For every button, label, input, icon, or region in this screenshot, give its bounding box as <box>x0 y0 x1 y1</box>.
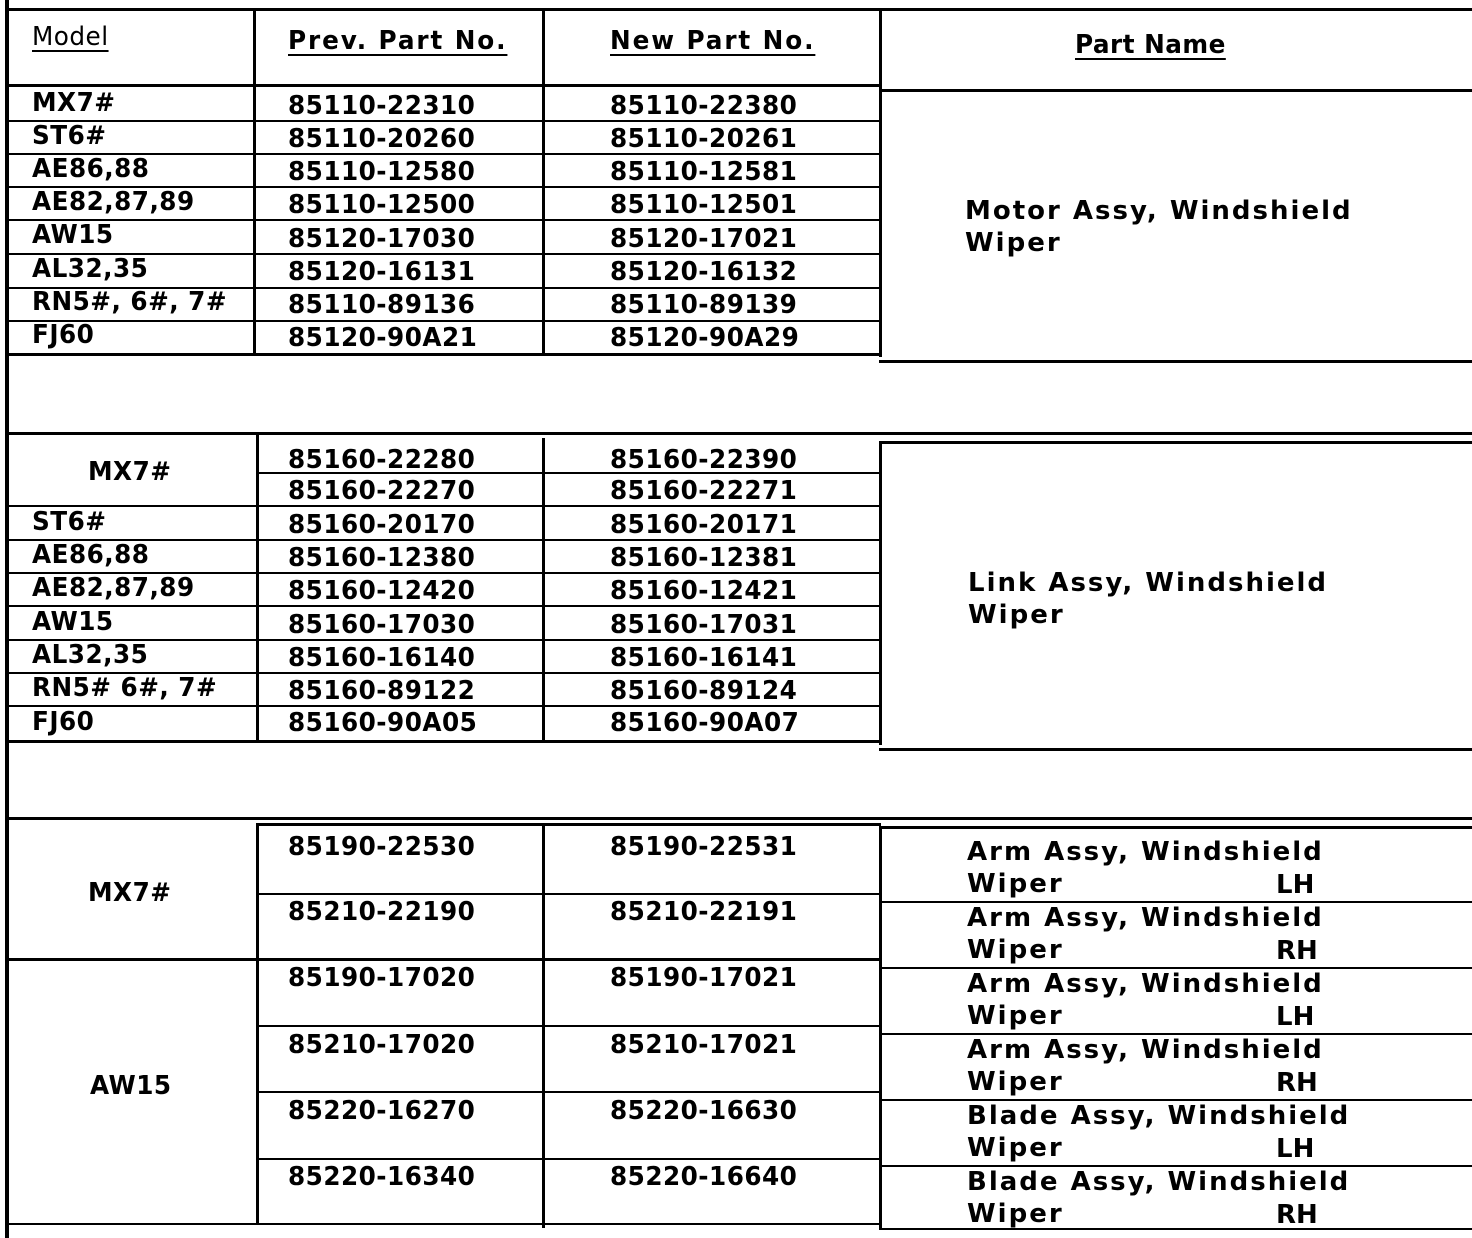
arm-mx-model: MX7# <box>88 878 172 908</box>
link-new-cell: 85160-90A07 <box>610 708 800 738</box>
arm-part-name: Blade Assy, Windshield <box>967 1167 1351 1197</box>
link-model-cell: AE86,88 <box>32 540 150 570</box>
link-part-name: Link Assy, Windshield <box>968 568 1329 598</box>
arm-prev-cell: 85220-16340 <box>288 1162 476 1192</box>
arm-new-cell: 85190-17021 <box>610 963 798 993</box>
motor-new-cell: 85120-90A29 <box>610 323 800 353</box>
link-model-cell: RN5# 6#, 7# <box>32 673 218 703</box>
link-prev-cell: 85160-12380 <box>288 543 476 573</box>
motor-new-cell: 85110-89139 <box>610 290 798 320</box>
motor-prev-cell: 85120-16131 <box>288 257 476 287</box>
link-new-cell: 85160-16141 <box>610 643 798 673</box>
arm-part-name: Arm Assy, Windshield <box>967 969 1324 999</box>
arm-part-name-cont: Wiper <box>967 935 1064 965</box>
motor-prev-cell: 85110-12500 <box>288 190 476 220</box>
arm-part-name: Arm Assy, Windshield <box>967 903 1324 933</box>
link-prev-cell: 85160-12420 <box>288 576 476 606</box>
arm-prev-cell: 85210-17020 <box>288 1030 476 1060</box>
link-new-cell: 85160-89124 <box>610 676 798 706</box>
motor-prev-cell: 85110-20260 <box>288 124 476 154</box>
motor-prev-cell: 85120-90A21 <box>288 323 478 353</box>
link-new-cell: 85160-22271 <box>610 476 798 506</box>
arm-prev-cell: 85190-17020 <box>288 963 476 993</box>
arm-prev-cell: 85210-22190 <box>288 897 476 927</box>
link-prev-cell: 85160-89122 <box>288 676 476 706</box>
arm-new-cell: 85190-22531 <box>610 832 798 862</box>
side-label: RH <box>1276 1200 1318 1230</box>
motor-prev-cell: 85110-22310 <box>288 91 476 121</box>
motor-model-cell: AL32,35 <box>32 254 149 284</box>
side-label: RH <box>1276 936 1318 966</box>
side-label: RH <box>1276 1068 1318 1098</box>
motor-model-cell: AW15 <box>32 220 114 250</box>
arm-prev-cell: 85190-22530 <box>288 832 476 862</box>
arm-part-name: Blade Assy, Windshield <box>967 1101 1351 1131</box>
motor-new-cell: 85120-16132 <box>610 257 798 287</box>
link-model-cell: AL32,35 <box>32 640 149 670</box>
link-model-cell: AW15 <box>32 607 114 637</box>
motor-prev-cell: 85110-12580 <box>288 157 476 187</box>
col-header-part-name: Part Name <box>1075 30 1226 60</box>
motor-new-cell: 85110-12581 <box>610 157 798 187</box>
motor-model-cell: ST6# <box>32 121 107 151</box>
motor-model-cell: RN5#, 6#, 7# <box>32 287 228 317</box>
motor-prev-cell: 85110-89136 <box>288 290 476 320</box>
link-prev-cell: 85160-90A05 <box>288 708 478 738</box>
motor-model-cell: MX7# <box>32 88 116 118</box>
arm-aw-model: AW15 <box>90 1071 172 1101</box>
motor-model-cell: AE86,88 <box>32 154 150 184</box>
motor-new-cell: 85110-20261 <box>610 124 798 154</box>
arm-part-name: Arm Assy, Windshield <box>967 1035 1324 1065</box>
motor-prev-cell: 85120-17030 <box>288 224 476 254</box>
link-prev-cell: 85160-22280 <box>288 445 476 475</box>
arm-new-cell: 85210-17021 <box>610 1030 798 1060</box>
arm-part-name-cont: Wiper <box>967 1199 1064 1229</box>
arm-new-cell: 85220-16630 <box>610 1096 798 1126</box>
link-part-name-cont: Wiper <box>968 600 1065 630</box>
link-new-cell: 85160-12381 <box>610 543 798 573</box>
link-new-cell: 85160-22390 <box>610 445 798 475</box>
arm-part-name-cont: Wiper <box>967 1001 1064 1031</box>
motor-model-cell: AE82,87,89 <box>32 187 195 217</box>
arm-part-name-cont: Wiper <box>967 1067 1064 1097</box>
motor-new-cell: 85110-12501 <box>610 190 798 220</box>
motor-part-name: Motor Assy, Windshield <box>965 196 1353 226</box>
side-label: LH <box>1276 1002 1315 1032</box>
arm-new-cell: 85220-16640 <box>610 1162 798 1192</box>
link-new-cell: 85160-12421 <box>610 576 798 606</box>
link-prev-cell: 85160-17030 <box>288 610 476 640</box>
link-new-cell: 85160-17031 <box>610 610 798 640</box>
col-header-model: Model <box>32 22 109 52</box>
arm-part-name-cont: Wiper <box>967 1133 1064 1163</box>
motor-new-cell: 85110-22380 <box>610 91 798 121</box>
side-label: LH <box>1276 1134 1315 1164</box>
motor-part-name-cont: Wiper <box>965 228 1062 258</box>
link-model-cell: AE82,87,89 <box>32 573 195 603</box>
link-new-cell: 85160-20171 <box>610 510 798 540</box>
link-prev-cell: 85160-22270 <box>288 476 476 506</box>
arm-part-name-cont: Wiper <box>967 869 1064 899</box>
link-prev-cell: 85160-16140 <box>288 643 476 673</box>
col-header-new: New Part No. <box>610 26 816 56</box>
link-model-cell: ST6# <box>32 507 107 537</box>
arm-new-cell: 85210-22191 <box>610 897 798 927</box>
motor-new-cell: 85120-17021 <box>610 224 798 254</box>
side-label: LH <box>1276 870 1315 900</box>
link-prev-cell: 85160-20170 <box>288 510 476 540</box>
link-model-cell: FJ60 <box>32 707 95 737</box>
arm-prev-cell: 85220-16270 <box>288 1096 476 1126</box>
link-mx-model: MX7# <box>88 457 172 487</box>
motor-model-cell: FJ60 <box>32 320 95 350</box>
col-header-prev: Prev. Part No. <box>288 26 508 56</box>
arm-part-name: Arm Assy, Windshield <box>967 837 1324 867</box>
